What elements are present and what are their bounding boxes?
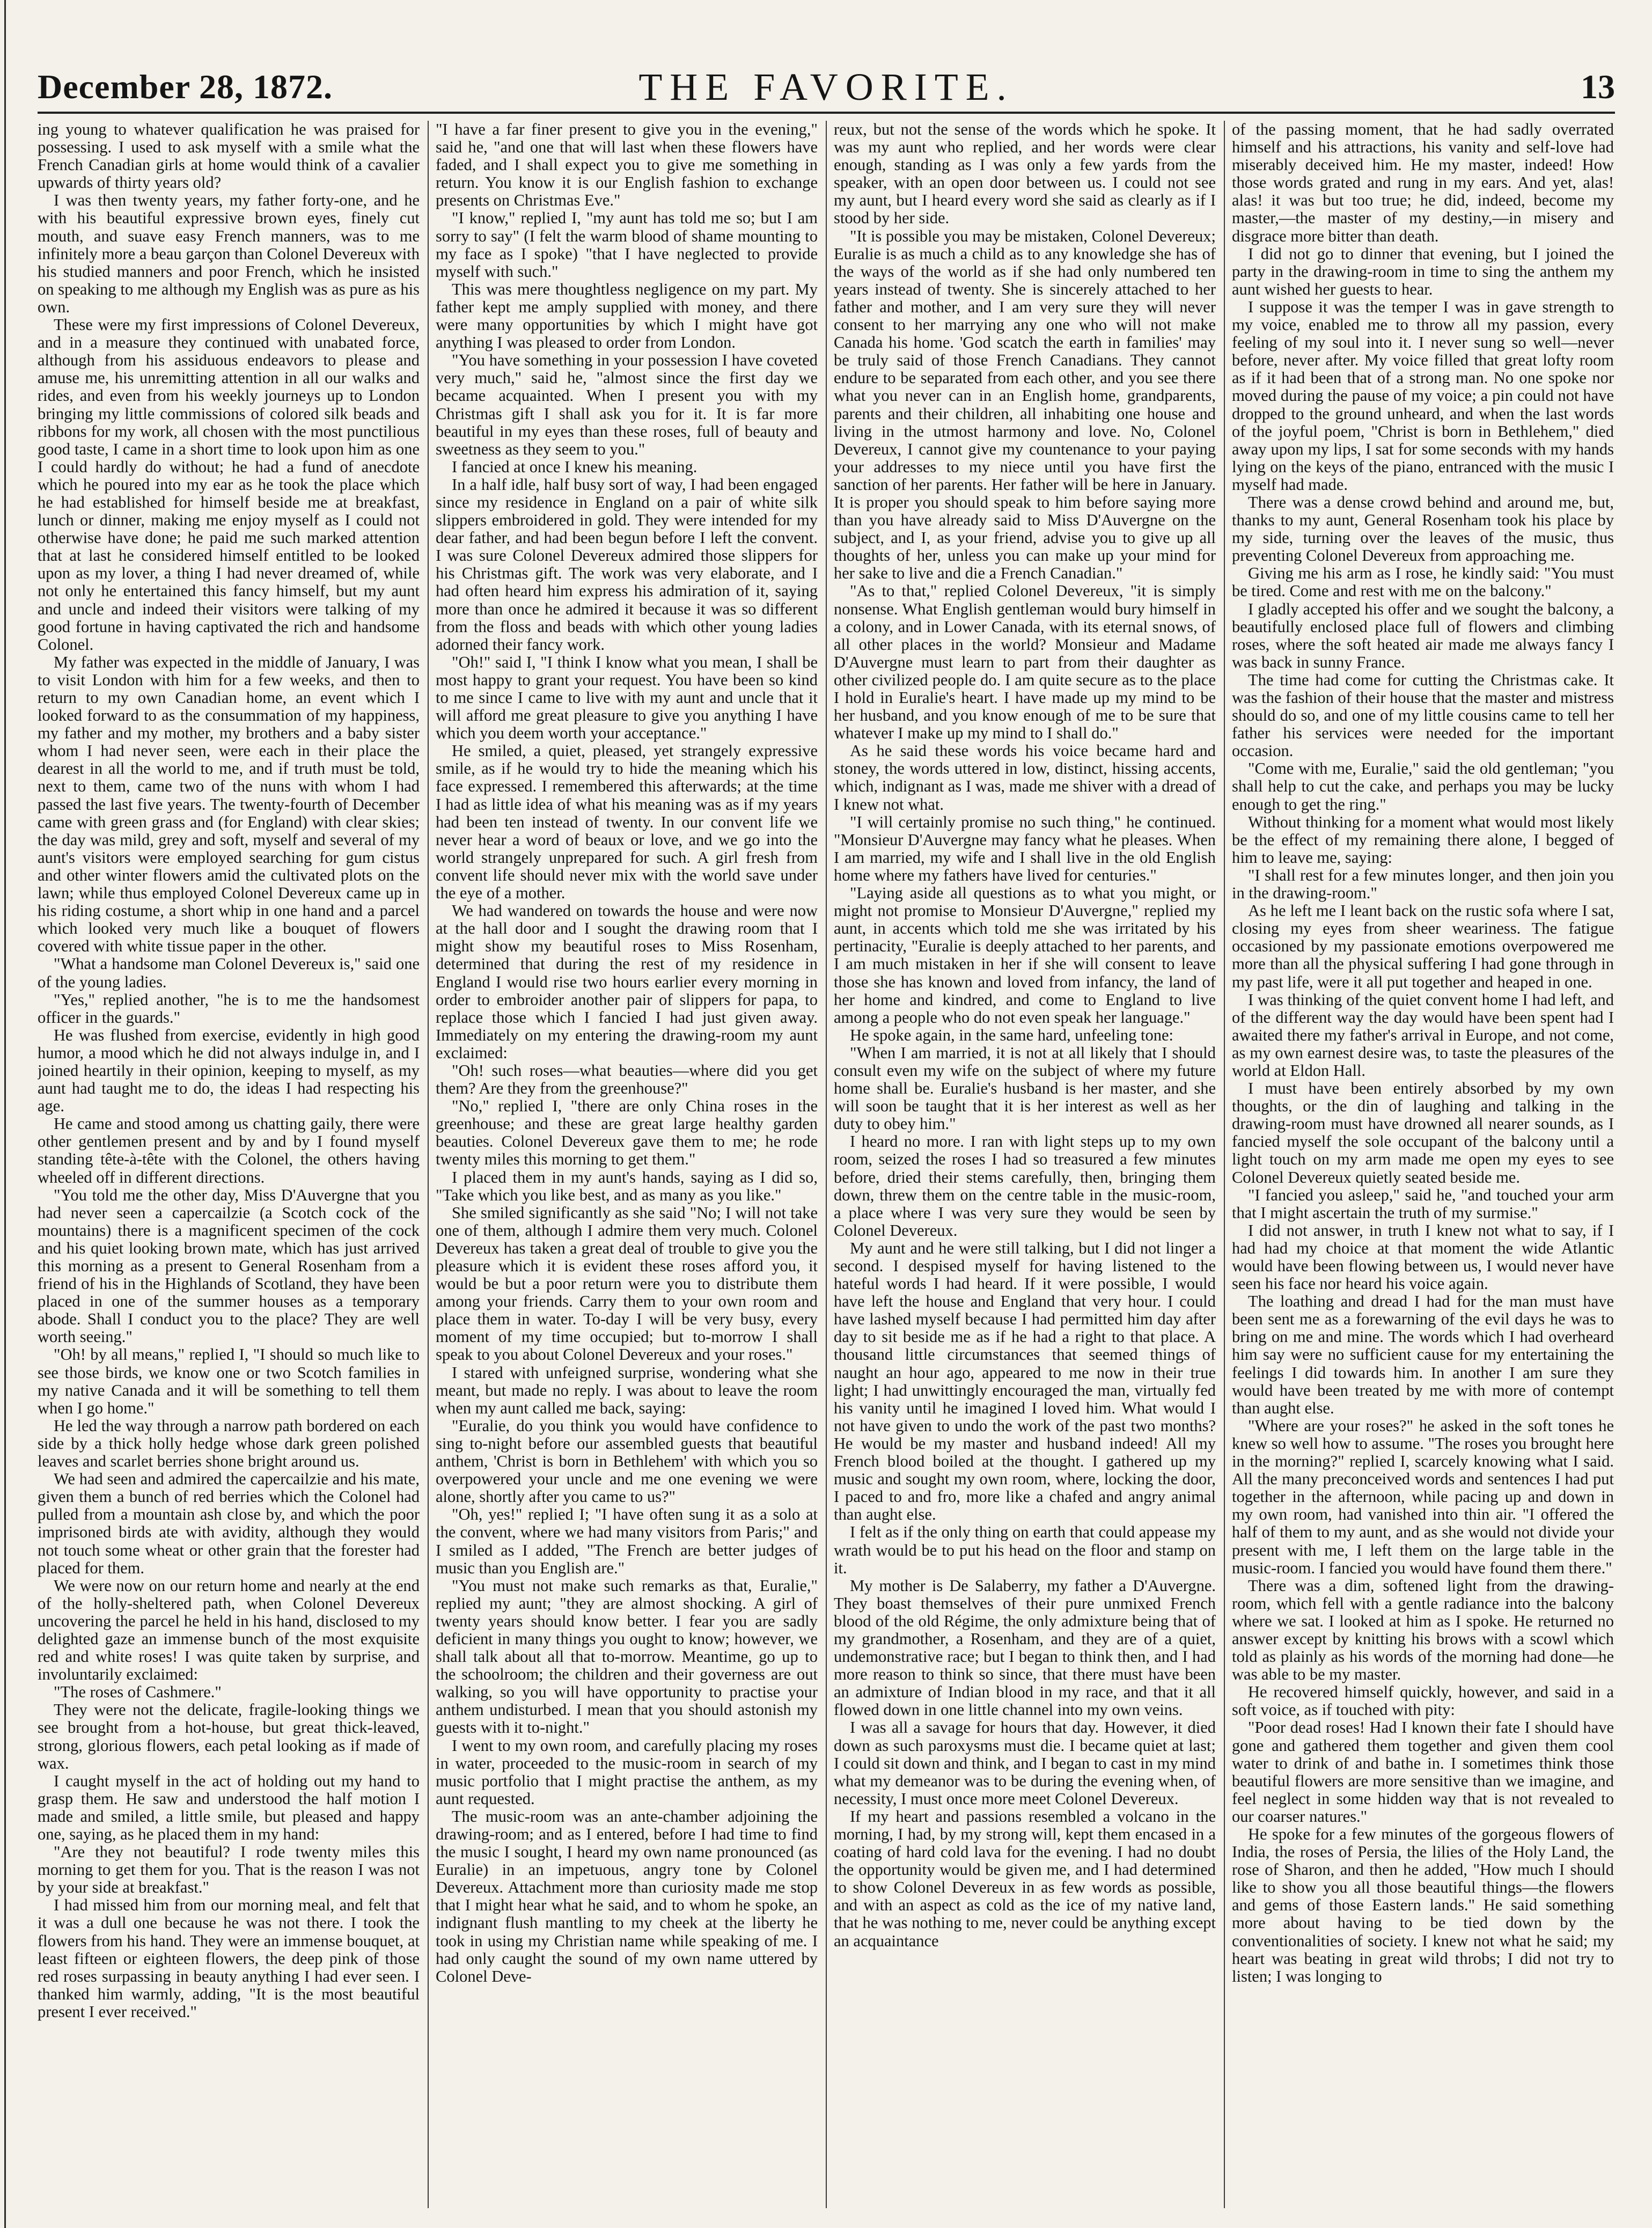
column-3 bbox=[834, 121, 1216, 2208]
article-paragraph: "I will certainly promise no such thing," he continued. "Monsieur D'Auvergne may fancy what he pleases. When I am married, my wife and I shall live in the old English home where my fathers have lived for centuries." bbox=[834, 812, 1216, 884]
article-paragraph: We had seen and admired the capercailzie and his mate, given them a bunch of red berries which the Colonel had pulled from a mountain ash close by, and which the poor imprisoned birds ate with avidity, although they would not touch some wheat or other grain that the forester had placed for them. bbox=[38, 1470, 420, 1577]
article-paragraph: "Oh!" said I, "I think I know what you mean, I shall be most happy to grant your request. You have been so kind to me since I came to live with my aunt and uncle that it will afford me great pleasure to give you anything I have which you deem worth your acceptance." bbox=[436, 653, 818, 743]
article-paragraph: Giving me his arm as I rose, he kindly said: "You must be tired. Come and rest with me on the balcony." bbox=[1232, 564, 1614, 600]
article-paragraph: He recovered himself quickly, however, and said in a soft voice, as if touched with pity: bbox=[1232, 1683, 1614, 1719]
column-divider bbox=[1224, 121, 1225, 2208]
article-paragraph: He led the way through a narrow path bordered on each side by a thick holly hedge whose dark green polished leaves and scarlet berries shone bright around us. bbox=[38, 1416, 420, 1471]
column-divider bbox=[428, 121, 429, 2208]
article-paragraph: of the passing moment, that he had sadly overrated himself and his attractions, his vanity and self-love had miserably deceived him. He my master, indeed! How those words grated and rung in my ears. And yet, alas! alas! it was but too true; he did, indeed, become my master,—the master of my destiny,—in misery and disgrace more bitter than death. bbox=[1232, 121, 1614, 245]
article-paragraph: There was a dense crowd behind and around me, but, thanks to my aunt, General Rosenham took his place by my side, turning over the leaves of the music, thus preventing Colonel Devereux from approaching me. bbox=[1232, 493, 1614, 565]
article-paragraph: "Where are your roses?" he asked in the soft tones he knew so well how to assume. "The roses you brought here in the morning?" replied I, scarcely knowing what I said. All the many preconceived words and sentences I had put together in the afternoon, while pacing up and down in my own room, had vanished into thin air. "I offered the half of them to my aunt, and as she would not divide your present with me, I left them on the large table in the music-room. I fancied you would have found them there." bbox=[1232, 1416, 1614, 1577]
article-paragraph: I did not answer, in truth I knew not what to say, if I had had my choice at that moment the wide Atlantic would have been flowing between us, I would never have seen his face nor heard his voice again. bbox=[1232, 1221, 1614, 1293]
column-4 bbox=[1232, 121, 1614, 2208]
issue-date: December 28, 1872. bbox=[38, 68, 333, 106]
article-paragraph: As he said these words his voice became hard and stoney, the words uttered in low, distinct, hissing accents, which, indignant as I was, made me shiver with a dread of I knew not what. bbox=[834, 742, 1216, 813]
article-paragraph: As he left me I leant back on the rustic sofa where I sat, closing my eyes from sheer weariness. The fatigue occasioned by my passionate emotions overpowered me more than all the physical suffering I had gone through in my past life, were it all put together and heaped in one. bbox=[1232, 902, 1614, 991]
article-paragraph: "Euralie, do you think you would have confidence to sing to-night before our assembled guests that beautiful anthem, 'Christ is born in Bethlehem' with which you so overpowered your uncle and me one evening we were alone, shortly after you came to us?" bbox=[436, 1416, 818, 1506]
binding-edge-rule bbox=[4, 0, 6, 2228]
article-paragraph: I caught myself in the act of holding out my hand to grasp them. He saw and understood the half motion I made and smiled, a little smile, but pleased and happy one, saying, as he placed them in my hand: bbox=[38, 1771, 420, 1843]
column-1 bbox=[38, 121, 420, 2208]
article-paragraph: I suppose it was the temper I was in gave strength to my voice, enabled me to throw all my passion, every feeling of my soul into it. I never sung so well—never before, never after. My voice filled that great lofty room as if it had been that of a strong man. No one spoke nor moved during the pause of my voice; a pin could not have dropped to the ground unheard, and when the last words of the joyful poem, "Christ is born in Bethlehem," died away upon my lips, I sat for some seconds with my hands lying on the keys of the piano, entranced with the music I myself had made. bbox=[1232, 297, 1614, 494]
article-paragraph: "Come with me, Euralie," said the old gentleman; "you shall help to cut the cake, and perhaps you may be lucky enough to get the ring." bbox=[1232, 759, 1614, 813]
article-paragraph: I had missed him from our morning meal, and felt that it was a dull one because he was not there. I took the flowers from his hand. They were an immense bouquet, at least fifteen or eighteen flowers, the deep pink of those red roses surpassing in beauty anything I had ever seen. I thanked him warmly, adding, "It is the most beautiful present I ever received." bbox=[38, 1896, 420, 2021]
article-paragraph: I must have been entirely absorbed by my own thoughts, or the din of laughing and talking in the drawing-room must have drowned all nearer sounds, as I fancied myself the sole occupant of the balcony until a light touch on my arm made me open my eyes to see Colonel Devereux quietly seated beside me. bbox=[1232, 1079, 1614, 1186]
article-paragraph: He spoke again, in the same hard, unfeeling tone: bbox=[850, 1025, 1174, 1044]
article-paragraph: These were my first impressions of Colonel Devereux, and in a measure they continued with unabated force, although from his assiduous endeavors to please and amuse me, his unremitting attention in all our walks and rides, and even from his weekly journeys up to London bringing my little commissions of colored silk beads and ribbons for my work, all chosen with the most punctilious good taste, I came in a short time to look upon him as one I could hardly do without; he had a fund of anecdote which he poured into my ear as he took the place which he had established for himself beside me at breakfast, lunch or dinner, making me enjoy myself as I could not otherwise have done; he paid me such marked attention that at last he considered himself entitled to be looked upon as my lover, a thing I had never dreamed of, while not only he entertained this fancy himself, but my aunt and uncle and indeed their visitors were talking of my good fortune in having captivated the rich and handsome Colonel. bbox=[38, 316, 420, 654]
article-paragraph: "Yes," replied another, "he is to me the handsomest officer in the guards." bbox=[38, 990, 420, 1027]
column-2 bbox=[436, 121, 818, 2208]
article-paragraph: We were now on our return home and nearly at the end of the holly-sheltered path, when Colonel Devereux uncovering the parcel he held in his hand, disclosed to my delighted gaze an immense bunch of the most exquisite red and white roses! I was quite taken by surprise, and involuntarily exclaimed: bbox=[38, 1576, 420, 1684]
article-paragraph: "I fancied you asleep," said he, "and touched your arm that I might ascertain the truth of my surmise." bbox=[1232, 1185, 1614, 1222]
article-columns bbox=[38, 121, 1615, 2214]
article-paragraph: He smiled, a quiet, pleased, yet strangely expressive smile, as if he would try to hide the meaning which his face expressed. I remembered this afterwards; at the time I had as little idea of what his meaning was as if my years had been ten instead of twenty. In our convent life we never hear a word of beaux or love, and we go into the world strangely unprepared for such. A girl fresh from convent life should never mix with the world save under the eye of a mother. bbox=[436, 742, 818, 903]
article-paragraph: He was flushed from exercise, evidently in high good humor, a mood which he did not always indulge in, and I joined heartily in their opinion, keeping to myself, as my aunt had taught me to do, the ideas I had respecting his age. bbox=[38, 1025, 420, 1116]
article-paragraph: "You have something in your possession I have coveted very much," said he, "almost since the first day we became acquainted. When I present you with my Christmas gift I shall ask you for it. It is far more beautiful in my eyes than these roses, full of beauty and sweetness as they seem to you." bbox=[436, 351, 818, 458]
article-paragraph: "As to that," replied Colonel Devereux, "it is simply nonsense. What English gentleman would bury himself in a colony, and in Lower Canada, with its eternal snows, of all other places in the world? Monsieur and Madame D'Auvergne must learn to part from their daughter as other civilized people do. I am quite secure as to the place I hold in Euralie's heart. I have made up my mind to be her husband, and you know enough of me to be sure that whatever I make up my mind to I shall do." bbox=[834, 582, 1216, 743]
article-paragraph: If my heart and passions resembled a volcano in the morning, I had, by my strong will, kept them encased in a coating of hard cold lava for the evening. I had no doubt the opportunity would be given me, and I had determined to show Colonel Devereux in as few words as possible, and with an aspect as cold as the ice of my native land, that he was nothing to me, never could be anything except an acquaintance bbox=[834, 1807, 1216, 1950]
article-paragraph: Without thinking for a moment what would most likely be the effect of my remaining there alone, I begged of him to leave me, saying: bbox=[1232, 812, 1614, 867]
article-paragraph: "When I am married, it is not at all likely that I should consult even my wife on the subject of where my future home shall be. Euralie's husband is her master, and she will soon be taught that it is her interest as well as her duty to obey him." bbox=[834, 1043, 1216, 1133]
article-paragraph: I was thinking of the quiet convent home I had left, and of the different way the day would have been spent had I awaited there my father's arrival in Europe, and not come, as my own earnest desire was, to taste the pleasures of the world at Eldon Hall. bbox=[1232, 990, 1614, 1080]
article-paragraph: There was a dim, softened light from the drawing-room, which fell with a gentle radiance into the balcony where we sat. I looked at him as I spoke. He returned no answer except by knitting his brows with a scowl which told as plainly as his words of the morning had done—he was able to be my master. bbox=[1232, 1576, 1614, 1684]
article-paragraph: I fancied at once I knew his meaning. bbox=[452, 457, 697, 476]
article-paragraph: He came and stood among us chatting gaily, there were other gentlemen present and by and by I found myself standing tête-à-tête with the Colonel, the others having wheeled off in different directions. bbox=[38, 1115, 420, 1186]
article-paragraph: I gladly accepted his offer and we sought the balcony, a beautifully enclosed place full of flowers and climbing roses, where the soft heated air made me always fancy I was back in sunny France. bbox=[1232, 599, 1614, 671]
article-paragraph: I placed them in my aunt's hands, saying as I did so, "Take which you like best, and as many as you like." bbox=[436, 1168, 818, 1204]
article-paragraph: My father was expected in the middle of January, I was to visit London with him for a few weeks, and then to return to my own Canadian home, an event which I looked forward to as the consummation of my happiness, my father and my mother, my brothers and a baby sister whom I had never seen, were each in their place the dearest in all the world to me, and if truth must be told, next to them, came two of the nuns with whom I had passed the last five years. The twenty-fourth of December came with green grass and (for England) with clear skies; the day was mild, grey and soft, myself and several of my aunt's visitors were employed searching for gum cistus and other winter flowers amid the cultivated plots on the lawn; while thus employed Colonel Devereux came up in his riding costume, a short whip in one hand and a parcel which looked very much like a bouquet of flowers covered with white tissue paper in the other. bbox=[38, 653, 420, 956]
article-paragraph: My aunt and he were still talking, but I did not linger a second. I despised myself for having listened to the hateful words I had heard. If it were possible, I would have left the house and England that very hour. I could have lashed myself because I had permitted him day after day to sit beside me as if he had a right to that place. A thousand little circumstances that seemed things of naught an hour ago, appeared to me now in their true light; I had unwittingly encouraged the man, virtually fed his vanity until he imagined I loved him. What would I not have given to undo the work of the past two months? He would be my master and husband indeed! All my French blood boiled at the thought. I gathered up my music and sought my own room, where, locking the door, I paced to and fro, more like a chafed and angry animal than aught else. bbox=[834, 1238, 1216, 1524]
header-rule bbox=[38, 112, 1615, 114]
article-paragraph: reux, but not the sense of the words which he spoke. It was my aunt who replied, and her words were clear enough, standing as I was only a few yards from the speaker, with an open door between us. I could not see my aunt, but I heard every word she said as clearly as if I stood by her side. bbox=[834, 121, 1216, 228]
article-paragraph: "You must not make such remarks as that, Euralie," replied my aunt; "they are almost shocking. A girl of twenty years should know better. I fear you are sadly deficient in many things you ought to know; however, we shall talk about all that to-morrow. Meantime, go up to the schoolroom; the children and their governess are out walking, so you will have opportunity to practise your anthem undisturbed. I mean that you should astonish my guests with it to-night." bbox=[436, 1576, 818, 1737]
article-paragraph: I was all a savage for hours that day. However, it died down as such paroxysms must die. I became quiet at last; I could sit down and think, and I began to cast in my mind what my demeanor was to be during the evening when, of necessity, I must once more meet Colonel Devereux. bbox=[834, 1718, 1216, 1808]
article-paragraph: I felt as if the only thing on earth that could appease my wrath would be to put his head on the floor and stamp on it. bbox=[834, 1523, 1216, 1577]
article-paragraph: I stared with unfeigned surprise, wondering what she meant, but made no reply. I was about to leave the room when my aunt called me back, saying: bbox=[436, 1363, 818, 1417]
page-header bbox=[38, 62, 1615, 113]
article-paragraph: "The roses of Cashmere." bbox=[54, 1683, 222, 1702]
masthead-title: THE FAVORITE. bbox=[638, 65, 1014, 108]
article-paragraph: "Oh! by all means," replied I, "I should so much like to see those birds, we know one or two Scotch families in my native Canada and it will be something to tell them when I go home." bbox=[38, 1345, 420, 1417]
article-paragraph: "You told me the other day, Miss D'Auvergne that you had never seen a capercailzie (a Scotch cock of the mountains) there is a magnificent specimen of the cock and his quiet looking brown mate, which has just arrived this morning as a present to General Rosenham from a friend of his in the Highlands of Scotland, they have been placed in one of the summer houses as a temporary abode. Shall I conduct you to the place? They are well worth seeing." bbox=[38, 1185, 420, 1346]
article-paragraph: The music-room was an ante-chamber adjoining the drawing-room; and as I entered, before I had time to find the music I sought, I heard my own name pronounced (as Euralie) in an impetuous, angry tone by Colonel Devereux. Attachment more than curiosity made me stop that I might hear what he said, and to whom he spoke, an indignant flush mantling to my cheek at the liberty he took in using my Christian name while speaking of me. I had only caught the sound of my own name uttered by Colonel Deve- bbox=[436, 1807, 818, 1985]
article-paragraph: The loathing and dread I had for the man must have been sent me as a forewarning of the evil days he was to bring on me and mine. The words which I had overheard him say were no sufficient cause for my entertaining the feelings I did towards him. In another I am sure they would have been treated by me with more of contempt than aught else. bbox=[1232, 1292, 1614, 1417]
article-paragraph: "Are they not beautiful? I rode twenty miles this morning to get them for you. That is the reason I was not by your side at breakfast." bbox=[38, 1843, 420, 1897]
article-paragraph: We had wandered on towards the house and were now at the hall door and I sought the drawing room that I might show my beautiful roses to Miss Rosenham, determined that during the rest of my residence in England I would rise two hours earlier every morning in order to embroider another pair of slippers for papa, to replace those which I fancied I had just given away. Immediately on my entering the drawing-room my aunt exclaimed: bbox=[436, 902, 818, 1062]
article-paragraph: ing young to whatever qualification he was praised for possessing. I used to ask myself with a smile what the French Canadian girls at home would think of a cavalier upwards of thirty years old? bbox=[38, 121, 420, 192]
article-paragraph: "Oh! such roses—what beauties—where did you get them? Are they from the greenhouse?" bbox=[436, 1061, 818, 1098]
article-paragraph: "It is possible you may be mistaken, Colonel Devereux; Euralie is as much a child as to any knowledge she has of the ways of the world as if she had only numbered ten years instead of twenty. She is sincerely attached to her father and mother, and I am very sure they will never consent to her marrying any one who will not make Canada his home. 'God scatch the earth in families' may be truly said of those French Canadians. They cannot endure to be separated from each other, and you see there what you never can in an English home, grandparents, parents and their children, all inhabiting one house and living in the utmost harmony and love. No, Colonel Devereux, I cannot give my countenance to your paying your addresses to my niece until you have first the sanction of her parents. Her father will be here in January. It is proper you should speak to him before saying more than you have already said to Miss D'Auvergne on the subject, and I, as your friend, advise you to give up all thoughts of her, unless you can make up your mind for her sake to live and die a French Canadian." bbox=[834, 226, 1216, 583]
article-paragraph: "What a handsome man Colonel Devereux is," said one of the young ladies. bbox=[38, 955, 420, 991]
article-paragraph: I went to my own room, and carefully placing my roses in water, proceeded to the music-room in search of my music portfolio that I might practise the anthem, as my aunt requested. bbox=[436, 1736, 818, 1808]
article-paragraph: The time had come for cutting the Christmas cake. It was the fashion of their house that the master and mistress should do so, and one of my little cousins came to tell her father his services were needed for the important occasion. bbox=[1232, 670, 1614, 760]
article-paragraph: I was then twenty years, my father forty-one, and he with his beautiful expressive brown eyes, finely cut mouth, and suave easy French manners, was to me infinitely more a beau garçon than Colonel Devereux with his studied manners and poor French, which he insisted on speaking to me although my English was as pure as his own. bbox=[38, 191, 420, 316]
article-paragraph: She smiled significantly as she said "No; I will not take one of them, although I admire them very much. Colonel Devereux has taken a great deal of trouble to give you the pleasure which it is evident these roses afford you, it would be but a poor return were you to distribute them among your friends. Carry them to your own room and place them in water. To-day I will be very busy, every moment of my time occupied; but to-morrow I shall speak to you about Colonel Devereux and your roses." bbox=[436, 1203, 818, 1364]
column-divider bbox=[826, 121, 827, 2208]
article-paragraph: "Oh, yes!" replied I; "I have often sung it as a solo at the convent, where we had many visitors from Paris;" and I smiled as I added, "The French are better judges of music than you English are." bbox=[436, 1505, 818, 1577]
article-paragraph: They were not the delicate, fragile-looking things we see brought from a hot-house, but great thick-leaved, strong, glorious flowers, each petal looking as if made of wax. bbox=[38, 1701, 420, 1772]
article-paragraph: "Laying aside all questions as to what you might, or might not promise to Monsieur D'Auvergne," replied my aunt, in accents which told me she was irritated by his pertinacity, "Euralie is deeply attached to her parents, and I am much mistaken in her if she will consent to leave those she has known and loved from infancy, the land of her home and kindred, and come to England to live among a people who do not even speak her language." bbox=[834, 884, 1216, 1027]
article-paragraph: "I know," replied I, "my aunt has told me so; but I am sorry to say" (I felt the warm blood of shame mounting to my face as I spoke) "that I have neglected to provide myself with such." bbox=[436, 209, 818, 281]
article-paragraph: I heard no more. I ran with light steps up to my own room, seized the roses I had so treasured a few minutes before, dried their stems carefully, then, bringing them down, threw them on the centre table in the music-room, a place where I was very sure they would be seen by Colonel Devereux. bbox=[834, 1132, 1216, 1240]
article-paragraph: I did not go to dinner that evening, but I joined the party in the drawing-room in time to sing the anthem my aunt wished her guests to hear. bbox=[1232, 244, 1614, 298]
article-paragraph: "I have a far finer present to give you in the evening," said he, "and one that will last when these flowers have faded, and I shall expect you to give me something in return. You know it is our English fashion to exchange presents on Christmas Eve." bbox=[436, 121, 818, 210]
page-number: 13 bbox=[1581, 68, 1615, 106]
article-paragraph: "No," replied I, "there are only China roses in the greenhouse; and these are great large healthy garden beauties. Colonel Devereux gave them to me; he rode twenty miles this morning to get them." bbox=[436, 1097, 818, 1169]
article-paragraph: He spoke for a few minutes of the gorgeous flowers of India, the roses of Persia, the lilies of the Holy Land, the rose of Sharon, and then he added, "How much I should like to show you all those beautiful things—the flowers and gems of those Eastern lands." He said something more about having to be tied down by the conventionalities of society. I knew not what he said; my heart was beating in great wild throbs; I did not try to listen; I was longing to bbox=[1232, 1825, 1614, 1985]
article-paragraph: My mother is De Salaberry, my father a D'Auvergne. They boast themselves of their pure unmixed French blood of the old Régime, the only admixture being that of my grandmother, a Rosenham, and they are of a quiet, undemonstrative race; but I began to think then, and I had more reason to think so since, that there must have been an admixture of Indian blood in my race, and that it all flowed down in one little channel into my own veins. bbox=[834, 1576, 1216, 1719]
article-paragraph: This was mere thoughtless negligence on my part. My father kept me amply supplied with money, and there were many opportunities by which I might have got anything I was pleased to order from London. bbox=[436, 280, 818, 352]
article-paragraph: "I shall rest for a few minutes longer, and then join you in the drawing-room." bbox=[1232, 866, 1614, 903]
article-paragraph: "Poor dead roses! Had I known their fate I should have gone and gathered them together and given them cool water to drink of and bathe in. I sometimes think those beautiful flowers are more sensitive than we imagine, and feel neglect in some hidden way that is not revealed to our coarser natures." bbox=[1232, 1718, 1614, 1826]
article-paragraph: In a half idle, half busy sort of way, I had been engaged since my residence in England on a pair of white silk slippers embroidered in gold. They were intended for my dear father, and had been begun before I left the convent. I was sure Colonel Devereux admired those slippers for his Christmas gift. The work was very elaborate, and I had often heard him express his admiration of it, saying more than once he admired it because it was so different from the floss and beads with which other young ladies adorned their fancy work. bbox=[436, 475, 818, 654]
